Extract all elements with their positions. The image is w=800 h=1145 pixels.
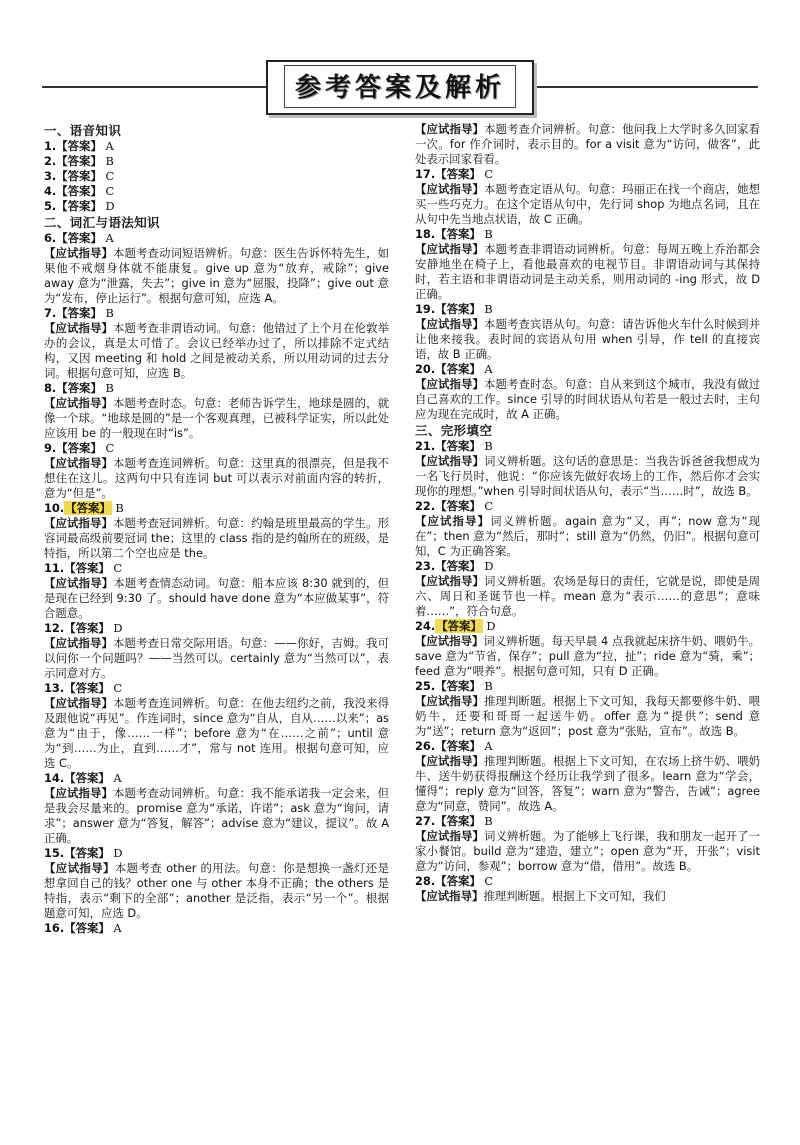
answer-entry [44,139,389,154]
answer-entry [44,561,389,576]
answer-value: B [480,227,493,241]
answer-entry [44,154,389,169]
question-number: 15. [44,846,65,860]
answer-label: 【答案】 [435,679,481,693]
explanation-text: 本题考查宾语从句。句意：请告诉他火车什么时候到并让他来接我。表时间的宾语从句用 when 引导，作 tell 的直接宾语，故 B 正确。 [415,317,760,361]
answer-entry [415,499,760,514]
answer-value: D [101,199,115,213]
answer-entry [44,441,389,456]
explanation-label: 【应试指导】 [44,246,114,260]
answer-entry [44,681,389,696]
answer-value: B [480,814,493,828]
explanation-entry [415,829,760,874]
answer-label: 【答案】 [435,559,481,573]
question-number: 4. [44,184,57,198]
answer-entry [44,184,389,199]
answer-value: B [101,381,114,395]
answer-label: 【答案】 [435,362,481,376]
explanation-label: 【应试指导】 [415,694,485,708]
answer-label: 【答案】 [435,167,481,181]
explanation-label: 【应试指导】 [44,321,114,335]
explanation-text: 词义辨析题。为了能够上飞行课，我和朋友一起开了一家小餐馆。build 意为“建造，建立”；open 意为“开，开张”；visit 意为“访问，参观”；borrow 意为“借，借用”。故选 B。 [415,829,760,873]
answer-entry [44,231,389,246]
explanation-label: 【应试指导】 [44,636,114,650]
answer-value: D [109,846,123,860]
answer-entry [415,559,760,574]
answer-entry [415,874,760,889]
explanation-entry [415,122,760,167]
answer-label: 【答案】 [56,231,102,245]
answer-value: B [480,302,493,316]
answer-label: 【答案】 [56,169,102,183]
explanation-label: 【应试指导】 [415,242,485,256]
explanation-entry [415,242,760,302]
explanation-text: 本题考查动词短语辨析。句意：医生告诉怀特先生，如果他不戒烟身体就不能康复。give up 意为“放弃，戒除”；give away 意为“泄露，失去”；give in 意为“屈服，投降”；give out 意为“发布，停止运行”。根据句意可知，应选 A。 [44,246,389,305]
answer-label: 【答案】 [56,381,102,395]
title-banner [266,60,534,115]
answer-label: 【答案】 [64,681,110,695]
question-number: 17. [415,167,436,181]
page-header [0,62,800,112]
answer-value: A [101,139,114,153]
explanation-text: 推理判断题。根据上下文可知，我们 [483,889,666,903]
answer-label: 【答案】 [56,154,102,168]
explanation-label: 【应试指导】 [415,454,485,468]
explanation-label: 【应试指导】 [415,317,485,331]
explanation-text: 本题考查时态。句意：老师告诉学生，地球是圆的，就像一个球。“地球是圆的”是一个客观真理，已被科学证实，所以此处应该用 be 的一般现在时“is”。 [44,396,389,440]
explanation-text: 本题考查时态。句意：自从来到这个城市，我没有做过自己喜欢的工作。since 引导的时间状语从句若是一般过去时，主句应为现在完成时，故 A 正确。 [415,377,760,421]
explanation-entry [44,636,389,681]
answer-label: 【答案】 [64,921,110,935]
answer-value: C [480,499,494,513]
explanation-label: 【应试指导】 [415,182,485,196]
explanation-entry [44,456,389,501]
answer-entry [44,199,389,214]
explanation-text: 本题考查 other 的用法。句意：你是想换一盏灯还是想拿回自己的钱？other one 与 other 本身不正确；the others 是特指，表示“剩下的全部”；another 是泛指，表示“另一个”。根据题意可知，应选 D。 [44,861,389,920]
explanation-entry [44,786,389,846]
explanation-entry [44,576,389,621]
question-number: 21. [415,439,436,453]
answer-value: C [480,874,494,888]
content-columns [44,122,760,1102]
section-heading: 三、完形填空 [415,423,493,438]
answer-entry [44,501,389,516]
explanation-text: 本题考查连词辨析。句意：这里真的很漂亮，但是我不想住在这儿。这两句中只有连词 but 可以表示对前面内容的转折，意为“但是”。 [44,456,389,500]
explanation-text: 本题考查连词辨析。句意：在他去纽约之前，我没来得及跟他说“再见”。作连词时，since 意为“自从，自从……以来”；as 意为“由于，像……一样”；before 意为“在……之前”；until 意为“到……为止，直到……才”，常与 not 连用。根据句意可知，应选 C。 [44,696,389,770]
answer-entry [415,439,760,454]
explanation-label: 【应试指导】 [415,889,484,903]
answer-entry [415,227,760,242]
question-number: 10. [44,501,65,515]
answer-entry [44,771,389,786]
answer-value: A [480,362,493,376]
explanation-text: 本题考查非谓语动词。句意：他错过了上个月在伦敦举办的会议，真是太可惜了。会议已经举办过了，所以排除不定式结构，又因 meeting 和 hold 之间是被动关系，所以用动词的过去分词。根据句意可知，应选 B。 [44,321,389,380]
question-number: 22. [415,499,436,513]
answer-label: 【答案】 [64,561,110,575]
explanation-text: 词义辨析题。每天早晨 4 点我就起床挤牛奶、喂奶牛。save 意为“节省，保存”；pull 意为“拉，扯”；ride 意为“骑，乘”；feed 意为“喂养”。根据句意可知，只有 D 正确。 [415,634,760,678]
section-heading: 二、词汇与语法知识 [44,215,161,230]
title-banner-inner [284,65,516,108]
explanation-label: 【应试指导】 [44,861,115,875]
answer-value: B [101,306,114,320]
answer-value: B [101,154,114,168]
answer-label: 【答案】 [435,227,481,241]
explanation-text: 推理判断题。根据上下文可知，我每天都要修牛奶、喂奶牛，还要和哥哥一起送牛奶。offer 意为“提供”；send 意为“送”；return 意为“返回”；post 意为“张贴，宣布”。故选 B。 [415,694,760,738]
answer-label: 【答案】 [56,441,102,455]
answer-entry [415,619,760,634]
explanation-label: 【应试指导】 [415,122,485,136]
question-number: 8. [44,381,57,395]
question-number: 25. [415,679,436,693]
question-number: 9. [44,441,57,455]
explanation-label: 【应试指导】 [44,396,114,410]
question-number: 27. [415,814,436,828]
explanation-text: 词义辨析题。again 意为“又，再”；now 意为“现在”；then 意为“然后，那时”；still 意为“仍然，仍旧”。根据句意可知，C 为正确答案。 [415,514,760,558]
answer-label: 【答案】 [64,846,110,860]
question-number: 26. [415,739,436,753]
explanation-label: 【应试指导】 [44,576,114,590]
left-column [44,122,389,1102]
explanation-label: 【应试指导】 [415,634,484,648]
explanation-label: 【应试指导】 [44,786,114,800]
answer-entry [44,621,389,636]
explanation-text: 本题考查非谓语动词辨析。句意：每周五晚上乔治都会安静地坐在椅子上，看他最喜欢的电视节目。非谓语动词与其保持时，若主语和非谓语动词是主动关系，则用动词的 -ing 形式，故 D 正确。 [415,242,761,301]
explanation-text: 推理判断题。根据上下文可知，在农场上挤牛奶、喂奶牛、送牛奶获得报酬这个经历让我学到了很多。learn 意为“学会，懂得”；reply 意为“回答，答复”；warn 意为“警告，告诫”；agree 意为“同意，赞同”。故选 A。 [415,754,760,813]
question-number: 3. [44,169,57,183]
explanation-label: 【应试指导】 [44,516,114,530]
explanation-entry [415,634,760,679]
explanation-text: 本题考查动词辨析。句意：我不能承诺我一定会来，但是我会尽量来的。promise 意为“承诺，许诺”；ask 意为“询问，请求”；answer 意为“答复，解答”；advise 意为“建议，提议”。故 A 正确。 [44,786,389,845]
explanation-entry [44,516,389,561]
explanation-text: 本题考查情态动词。句意：船本应该 8:30 就到的，但是现在已经到 9:30 了。should have done 意为“本应做某事”，符合题意。 [44,576,389,620]
answer-entry [44,846,389,861]
answer-value: D [480,559,494,573]
question-number: 16. [44,921,65,935]
explanation-label: 【应试指导】 [44,696,114,710]
question-number: 11. [44,561,65,575]
explanation-entry [44,861,389,921]
right-column [415,122,760,1102]
question-number: 14. [44,771,65,785]
explanation-label: 【应试指导】 [415,574,485,588]
explanation-entry [44,321,389,381]
explanation-entry [44,396,389,441]
answer-label: 【答案】 [56,139,102,153]
answer-label: 【答案】 [56,184,102,198]
answer-entry [415,362,760,377]
answer-entry [44,169,389,184]
explanation-text: 本题考查冠词辨析。句意：约翰是班里最高的学生。形容词最高级前要冠词 the；这里的 class 指的是约翰所在的班级，是特指，所以第二个空也应是 the。 [44,516,389,560]
answer-label: 【答案】 [435,302,481,316]
explanation-entry [415,317,760,362]
explanation-entry [44,696,389,771]
question-number: 6. [44,231,57,245]
answer-value: B [480,439,493,453]
answer-value: C [109,561,123,575]
page-title: 参考答案及解析 [294,72,505,103]
explanation-text: 本题考查定语从句。句意：玛丽正在找一个商店，她想买一些巧克力。在这个定语从句中，先行词 shop 为地点名词，且在从句中先当地点状语，故 C 正确。 [415,182,760,226]
answer-label: 【答案】 [56,199,102,213]
answer-entry [44,381,389,396]
section-heading: 一、语音知识 [44,123,122,138]
explanation-entry [415,889,760,904]
explanation-entry [44,246,389,306]
answer-label: 【答案】 [435,814,481,828]
answer-entry [415,739,760,754]
question-number: 18. [415,227,436,241]
answer-entry [415,679,760,694]
explanation-label: 【应试指导】 [415,754,485,768]
answer-value: D [109,621,123,635]
answer-label: 【答案】 [65,501,111,515]
answer-label: 【答案】 [435,439,481,453]
explanation-label: 【应试指导】 [415,829,485,843]
answer-label: 【答案】 [64,771,110,785]
answer-entry [415,814,760,829]
answer-value: C [101,184,115,198]
answer-entry [415,167,760,182]
answer-entry [44,306,389,321]
question-number: 7. [44,306,57,320]
question-number: 1. [44,139,57,153]
answer-label: 【答案】 [435,874,481,888]
explanation-label: 【应试指导】 [415,377,485,391]
answer-value: B [480,679,493,693]
explanation-entry [415,514,760,559]
question-number: 12. [44,621,65,635]
question-number: 5. [44,199,57,213]
answer-value: D [482,619,496,633]
answer-value: A [109,921,122,935]
answer-value: A [101,231,114,245]
explanation-text: 本题考查介词辨析。句意：他问我上大学时多久回家看一次。for 作介词时，表示目的。for a visit 意为“访问，做客”，此处表示回家看看。 [415,122,760,166]
question-number: 23. [415,559,436,573]
explanation-text: 本题考查日常交际用语。句意：——你好，吉姆。我可以问你一个问题吗？——当然可以。certainly 意为“当然可以”，表示同意对方。 [44,636,389,680]
answer-entry [44,921,389,936]
question-number: 19. [415,302,436,316]
answer-value: B [111,501,124,515]
question-number: 20. [415,362,436,376]
explanation-entry [415,754,760,814]
explanation-entry [415,377,760,422]
question-number: 13. [44,681,65,695]
explanation-text: 词义辨析题。农场是每日的责任，它就是说，即使是周六、周日和圣诞节也一样。mean 意为“表示……的意思”；意味着……”，符合句意。 [415,574,760,618]
answer-label: 【答案】 [436,619,482,633]
answer-value: C [101,441,115,455]
question-number: 24. [415,619,436,633]
explanation-entry [415,574,760,619]
question-number: 2. [44,154,57,168]
question-number: 28. [415,874,436,888]
explanation-label: 【应试指导】 [415,514,491,528]
answer-label: 【答案】 [56,306,102,320]
explanation-entry [415,182,760,227]
answer-label: 【答案】 [435,499,481,513]
answer-value: A [480,739,493,753]
answer-value: C [101,169,115,183]
explanation-text: 词义辨析题。这句话的意思是：当我告诉爸爸我想成为一名飞行员时，他说：“你应该先做好农场上的工作，然后你才会实现你的理想。”when 引导时间状语从句，表示“当……时”，故选 B。 [415,454,760,498]
answer-label: 【答案】 [64,621,110,635]
explanation-entry [415,454,760,499]
answer-value: A [109,771,122,785]
explanation-entry [415,694,760,739]
answer-value: C [109,681,123,695]
explanation-label: 【应试指导】 [44,456,114,470]
answer-value: C [480,167,494,181]
answer-label: 【答案】 [435,739,481,753]
answer-entry [415,302,760,317]
